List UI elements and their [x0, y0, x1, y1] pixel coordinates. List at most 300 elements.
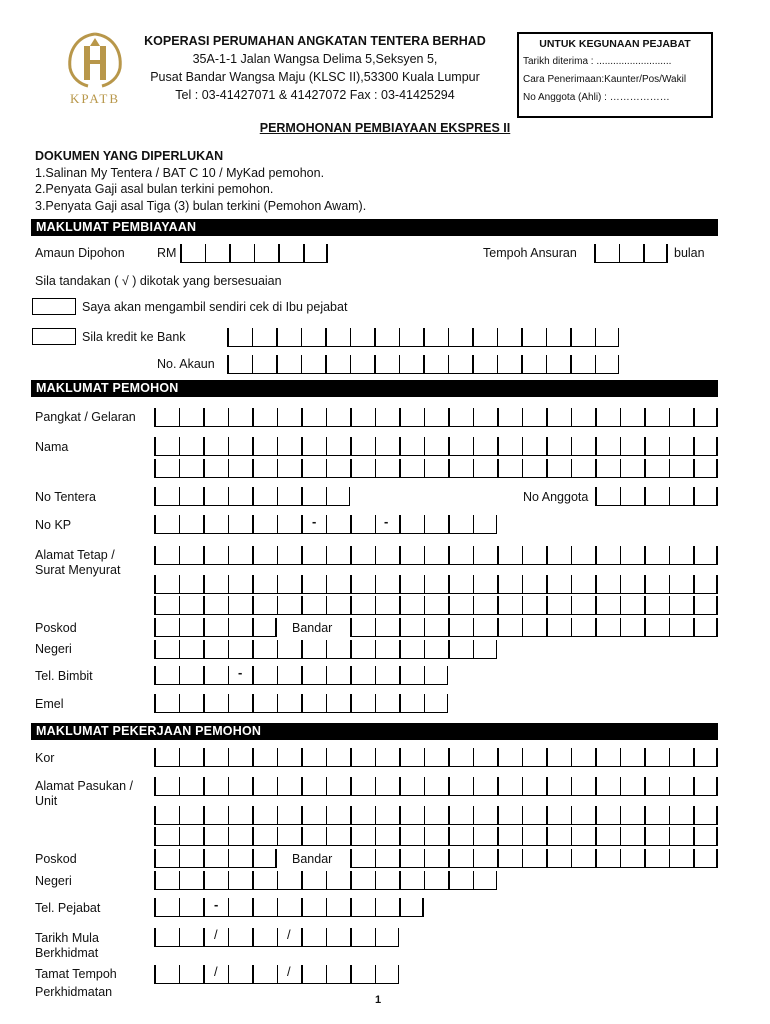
logo-text: KPATB — [70, 91, 120, 106]
box-divider — [325, 328, 327, 346]
rank-input[interactable] — [154, 408, 718, 427]
box-divider — [154, 596, 156, 614]
box-divider — [375, 666, 377, 684]
box-divider — [228, 596, 230, 614]
box-divider — [350, 827, 352, 845]
box-divider — [301, 355, 303, 373]
box-divider — [546, 849, 548, 867]
box-divider — [398, 928, 400, 946]
box-divider — [154, 827, 156, 845]
org-name: KOPERASI PERUMAHAN ANGKATAN TENTERA BERHAD — [144, 34, 486, 48]
box-divider — [326, 596, 328, 614]
documents-section — [35, 148, 366, 214]
end-date-slash: / — [214, 964, 218, 979]
box-divider — [252, 748, 254, 766]
box-divider — [693, 596, 695, 614]
box-divider — [154, 871, 156, 889]
name-input-line1[interactable] — [154, 437, 718, 456]
box-divider — [375, 898, 377, 916]
box-divider — [275, 849, 277, 867]
box-divider — [424, 666, 426, 684]
box-divider — [595, 748, 597, 766]
work-postcode-input[interactable] — [154, 849, 277, 868]
box-divider — [277, 575, 279, 593]
box-divider — [301, 546, 303, 564]
box-divider — [375, 640, 377, 658]
box-divider — [375, 575, 377, 593]
unit-address-label: Alamat Pasukan / — [35, 779, 133, 793]
box-divider — [473, 515, 475, 533]
start-date-label-line2: Berkhidmat — [35, 946, 99, 960]
box-divider — [595, 408, 597, 426]
box-divider — [277, 596, 279, 614]
box-divider — [693, 827, 695, 845]
page-number: 1 — [375, 994, 382, 1006]
box-divider — [228, 694, 230, 712]
box-divider — [473, 618, 475, 636]
box-divider — [546, 806, 548, 824]
box-divider — [644, 575, 646, 593]
box-divider — [571, 459, 573, 477]
box-divider — [595, 575, 597, 593]
ic-no-label: No KP — [35, 518, 72, 532]
end-date-input[interactable] — [154, 965, 399, 984]
box-divider — [448, 355, 450, 373]
box-divider — [716, 546, 718, 564]
box-divider — [326, 806, 328, 824]
box-divider — [546, 777, 548, 795]
box-divider — [571, 437, 573, 455]
box-divider — [422, 898, 424, 916]
unit-address-input-line1[interactable] — [154, 777, 718, 796]
box-divider — [716, 777, 718, 795]
box-divider — [571, 777, 573, 795]
end-date-label: Tamat Tempoh — [35, 967, 117, 981]
box-divider — [326, 777, 328, 795]
email-input[interactable] — [154, 694, 448, 713]
box-divider — [350, 355, 352, 373]
collect-cheque-checkbox[interactable] — [32, 298, 76, 315]
office-member-no: No Anggota (Ahli) : ……………… — [523, 92, 670, 103]
box-divider — [399, 437, 401, 455]
box-divider — [301, 694, 303, 712]
box-divider — [473, 546, 475, 564]
box-divider — [473, 596, 475, 614]
logo — [60, 30, 130, 106]
box-divider — [521, 328, 523, 346]
box-divider — [399, 777, 401, 795]
box-divider — [154, 898, 156, 916]
box-divider — [277, 871, 279, 889]
address-input-line3[interactable] — [154, 596, 718, 615]
box-divider — [301, 827, 303, 845]
box-divider — [326, 546, 328, 564]
box-divider — [252, 575, 254, 593]
unit-address-input-line3[interactable] — [154, 827, 718, 846]
box-divider — [325, 355, 327, 373]
box-divider — [252, 640, 254, 658]
box-divider — [301, 459, 303, 477]
box-divider — [278, 244, 280, 262]
box-divider — [546, 748, 548, 766]
box-divider — [399, 575, 401, 593]
work-city-input[interactable] — [350, 849, 718, 868]
box-divider — [595, 806, 597, 824]
box-divider — [399, 871, 401, 889]
name-input-line2[interactable] — [154, 459, 718, 478]
army-no-input[interactable] — [154, 487, 350, 506]
box-divider — [473, 575, 475, 593]
box-divider — [229, 244, 231, 262]
box-divider — [203, 666, 205, 684]
box-divider — [203, 871, 205, 889]
box-divider — [473, 437, 475, 455]
box-divider — [693, 849, 695, 867]
box-divider — [374, 328, 376, 346]
box-divider — [252, 694, 254, 712]
box-divider — [644, 437, 646, 455]
box-divider — [716, 748, 718, 766]
box-divider — [424, 515, 426, 533]
box-divider — [716, 437, 718, 455]
account-no-input[interactable] — [227, 355, 619, 374]
address-input-line2[interactable] — [154, 575, 718, 594]
box-divider — [424, 748, 426, 766]
box-divider — [375, 965, 377, 983]
box-divider — [620, 748, 622, 766]
box-divider — [203, 546, 205, 564]
box-divider — [424, 694, 426, 712]
ic-no-input[interactable] — [154, 515, 497, 534]
box-divider — [252, 596, 254, 614]
box-divider — [228, 748, 230, 766]
box-divider — [228, 618, 230, 636]
box-divider — [716, 618, 718, 636]
document-item: 1.Salinan My Tentera / BAT C 10 / MyKad pemohon. — [35, 165, 325, 180]
box-divider — [571, 748, 573, 766]
box-divider — [350, 806, 352, 824]
box-divider — [546, 546, 548, 564]
box-divider — [424, 871, 426, 889]
box-divider — [447, 666, 449, 684]
box-divider — [618, 328, 620, 346]
box-divider — [326, 827, 328, 845]
box-divider — [473, 777, 475, 795]
tenure-input[interactable] — [594, 244, 668, 263]
box-divider — [522, 777, 524, 795]
box-divider — [595, 546, 597, 564]
box-divider — [497, 459, 499, 477]
box-divider — [497, 328, 499, 346]
box-divider — [496, 871, 498, 889]
box-divider — [424, 849, 426, 867]
ic-dash: - — [384, 514, 389, 529]
box-divider — [571, 618, 573, 636]
box-divider — [669, 575, 671, 593]
box-divider — [522, 546, 524, 564]
box-divider — [497, 849, 499, 867]
box-divider — [277, 666, 279, 684]
box-divider — [301, 777, 303, 795]
box-divider — [228, 408, 230, 426]
box-divider — [276, 328, 278, 346]
box-divider — [203, 459, 205, 477]
box-divider — [595, 596, 597, 614]
box-divider — [350, 898, 352, 916]
city-input[interactable] — [350, 618, 718, 637]
box-divider — [179, 849, 181, 867]
rank-label: Pangkat / Gelaran — [35, 410, 136, 424]
box-divider — [399, 596, 401, 614]
box-divider — [275, 618, 277, 636]
box-divider — [423, 355, 425, 373]
box-divider — [350, 640, 352, 658]
box-divider — [643, 244, 645, 262]
box-divider — [620, 827, 622, 845]
mobile-input[interactable] — [154, 666, 448, 685]
box-divider — [154, 640, 156, 658]
box-divider — [154, 459, 156, 477]
box-divider — [595, 459, 597, 477]
box-divider — [203, 965, 205, 983]
box-divider — [693, 575, 695, 593]
box-divider — [424, 806, 426, 824]
box-divider — [546, 618, 548, 636]
box-divider — [447, 694, 449, 712]
box-divider — [448, 777, 450, 795]
box-divider — [669, 546, 671, 564]
collect-cheque-label: Saya akan mengambil sendiri cek di Ibu pejabat — [82, 300, 348, 314]
box-divider — [448, 871, 450, 889]
box-divider — [644, 459, 646, 477]
box-divider — [277, 408, 279, 426]
box-divider — [326, 640, 328, 658]
work-state-label: Negeri — [35, 874, 72, 888]
box-divider — [326, 487, 328, 505]
box-divider — [522, 437, 524, 455]
address-input-line1[interactable] — [154, 546, 718, 565]
box-divider — [228, 871, 230, 889]
start-date-input[interactable] — [154, 928, 399, 947]
box-divider — [375, 618, 377, 636]
box-divider — [693, 748, 695, 766]
box-divider — [497, 546, 499, 564]
box-divider — [399, 515, 401, 533]
box-divider — [179, 408, 181, 426]
box-divider — [522, 459, 524, 477]
box-divider — [179, 666, 181, 684]
box-divider — [301, 640, 303, 658]
box-divider — [472, 328, 474, 346]
box-divider — [375, 459, 377, 477]
box-divider — [448, 515, 450, 533]
box-divider — [693, 459, 695, 477]
box-divider — [228, 640, 230, 658]
box-divider — [277, 546, 279, 564]
office-tel-input[interactable] — [154, 898, 424, 917]
box-divider — [252, 546, 254, 564]
box-divider — [399, 618, 401, 636]
box-divider — [350, 328, 352, 346]
box-divider — [350, 777, 352, 795]
box-divider — [595, 328, 597, 346]
box-divider — [546, 355, 548, 373]
box-divider — [497, 355, 499, 373]
box-divider — [669, 618, 671, 636]
financing-section-header: MAKLUMAT PEMBIAYAAN — [31, 219, 718, 236]
box-divider — [399, 898, 401, 916]
box-divider — [179, 437, 181, 455]
box-divider — [179, 487, 181, 505]
box-divider — [644, 546, 646, 564]
box-divider — [277, 898, 279, 916]
box-divider — [448, 575, 450, 593]
box-divider — [546, 437, 548, 455]
member-no-input[interactable] — [595, 487, 718, 506]
box-divider — [277, 928, 279, 946]
box-divider — [620, 849, 622, 867]
box-divider — [326, 928, 328, 946]
tick-instruction: Sila tandakan ( √ ) dikotak yang bersesuaian — [35, 274, 282, 288]
box-divider — [203, 928, 205, 946]
box-divider — [252, 898, 254, 916]
box-divider — [448, 640, 450, 658]
box-divider — [252, 827, 254, 845]
box-divider — [716, 459, 718, 477]
box-divider — [497, 806, 499, 824]
work-postcode-label: Poskod — [35, 852, 77, 866]
box-divider — [644, 849, 646, 867]
box-divider — [301, 575, 303, 593]
box-divider — [522, 618, 524, 636]
box-divider — [301, 437, 303, 455]
box-divider — [693, 618, 695, 636]
box-divider — [448, 546, 450, 564]
box-divider — [154, 408, 156, 426]
box-divider — [497, 827, 499, 845]
box-divider — [154, 928, 156, 946]
box-divider — [228, 487, 230, 505]
bank-credit-checkbox[interactable] — [32, 328, 76, 345]
corps-input[interactable] — [154, 748, 718, 767]
box-divider — [301, 806, 303, 824]
box-divider — [301, 408, 303, 426]
box-divider — [252, 355, 254, 373]
box-divider — [252, 806, 254, 824]
box-divider — [620, 459, 622, 477]
box-divider — [349, 487, 351, 505]
box-divider — [179, 694, 181, 712]
box-divider — [179, 806, 181, 824]
org-phone-fax: Tel : 03-41427071 & 41427072 Fax : 03-41425294 — [175, 88, 455, 102]
box-divider — [571, 596, 573, 614]
mobile-dash: - — [238, 665, 243, 680]
box-divider — [669, 459, 671, 477]
box-divider — [179, 748, 181, 766]
postcode-input[interactable] — [154, 618, 277, 637]
box-divider — [350, 596, 352, 614]
box-divider — [570, 328, 572, 346]
box-divider — [252, 849, 254, 867]
box-divider — [179, 546, 181, 564]
box-divider — [154, 546, 156, 564]
office-use-box — [517, 32, 713, 118]
box-divider — [228, 546, 230, 564]
box-divider — [522, 408, 524, 426]
state-input[interactable] — [154, 640, 497, 659]
logo-emblem-icon — [60, 30, 130, 88]
box-divider — [620, 437, 622, 455]
box-divider — [254, 244, 256, 262]
box-divider — [252, 328, 254, 346]
box-divider — [227, 328, 229, 346]
box-divider — [303, 244, 305, 262]
box-divider — [669, 748, 671, 766]
box-divider — [179, 575, 181, 593]
box-divider — [350, 618, 352, 636]
box-divider — [203, 437, 205, 455]
box-divider — [203, 515, 205, 533]
box-divider — [154, 694, 156, 712]
org-address-line1: 35A-1-1 Jalan Wangsa Delima 5,Seksyen 5, — [192, 52, 438, 66]
box-divider — [522, 596, 524, 614]
box-divider — [497, 408, 499, 426]
box-divider — [252, 666, 254, 684]
box-divider — [399, 640, 401, 658]
box-divider — [228, 898, 230, 916]
box-divider — [693, 437, 695, 455]
box-divider — [497, 618, 499, 636]
box-divider — [203, 748, 205, 766]
ic-dash: - — [312, 514, 317, 529]
box-divider — [375, 806, 377, 824]
box-divider — [669, 487, 671, 505]
box-divider — [644, 806, 646, 824]
box-divider — [399, 806, 401, 824]
box-divider — [620, 408, 622, 426]
box-divider — [277, 806, 279, 824]
start-date-label: Tarikh Mula — [35, 931, 99, 945]
box-divider — [179, 640, 181, 658]
box-divider — [277, 487, 279, 505]
box-divider — [644, 827, 646, 845]
box-divider — [203, 640, 205, 658]
box-divider — [571, 849, 573, 867]
end-date-slash: / — [287, 964, 291, 979]
work-state-input[interactable] — [154, 871, 497, 890]
box-divider — [448, 328, 450, 346]
box-divider — [448, 849, 450, 867]
box-divider — [399, 694, 401, 712]
office-use-title: UNTUK KEGUNAAN PEJABAT — [539, 38, 691, 50]
box-divider — [595, 618, 597, 636]
name-label: Nama — [35, 440, 69, 454]
box-divider — [669, 408, 671, 426]
box-divider — [669, 777, 671, 795]
box-divider — [448, 827, 450, 845]
amount-input[interactable] — [180, 244, 328, 263]
account-no-label: No. Akaun — [157, 357, 215, 371]
box-divider — [326, 965, 328, 983]
box-divider — [154, 515, 156, 533]
bank-name-input[interactable] — [227, 328, 619, 347]
box-divider — [716, 408, 718, 426]
box-divider — [595, 849, 597, 867]
box-divider — [228, 928, 230, 946]
unit-address-input-line2[interactable] — [154, 806, 718, 825]
box-divider — [326, 871, 328, 889]
box-divider — [424, 575, 426, 593]
